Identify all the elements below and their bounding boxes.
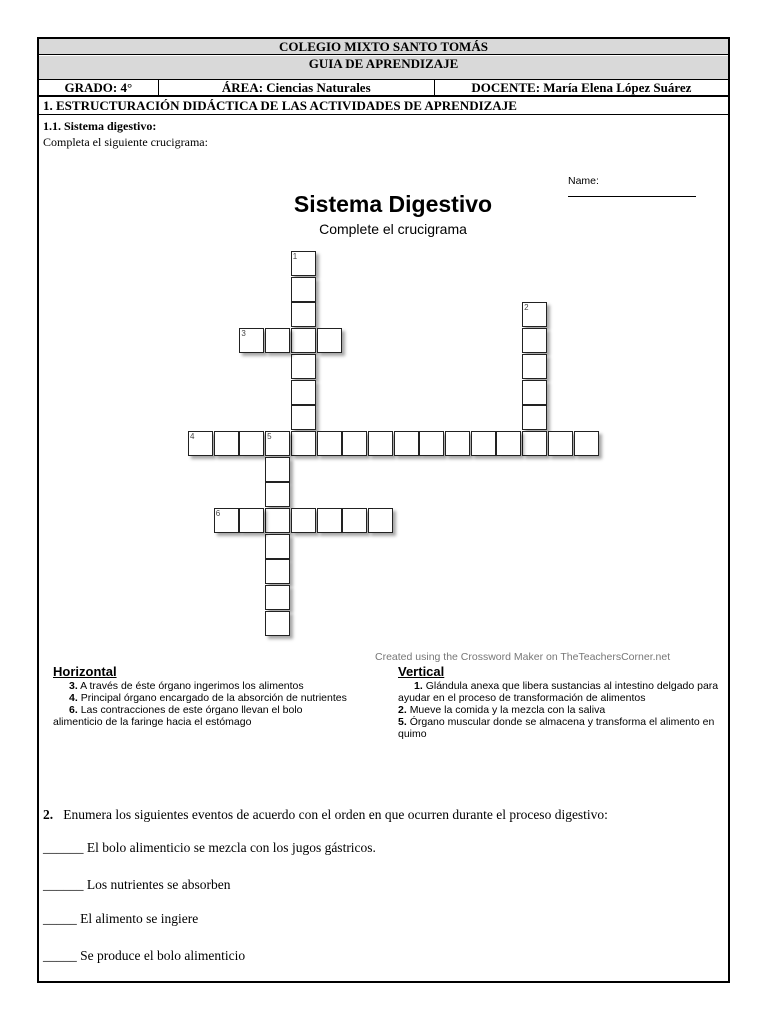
crossword-cell[interactable] [239,328,264,353]
worksheet-page [37,37,730,983]
clue-text: Glándula anexa que libera sustancias al intestino delgado para ayudar en el proceso de transformación de alimentos [398,680,719,704]
clue-v1 [398,680,728,704]
crossword-cell[interactable] [265,431,290,456]
crossword-cell[interactable] [291,405,316,430]
crossword-cell[interactable] [317,508,342,533]
crossword-cell[interactable] [342,431,367,456]
clue-h6 [53,704,353,728]
crossword-cell[interactable] [522,380,547,405]
crossword-cell[interactable] [291,302,316,327]
guide-title-text: GUIA DE APRENDIZAJE [308,56,459,71]
crossword-cell[interactable] [265,457,290,482]
crossword-cell[interactable] [265,482,290,507]
cell-number: 5 [267,431,272,441]
crossword-cell[interactable] [342,508,367,533]
crossword-cell[interactable] [445,431,470,456]
crossword-cell[interactable] [291,431,316,456]
name-label: Name: [568,175,599,187]
clue-h3 [53,680,353,692]
cell-number: 6 [215,509,221,518]
crossword-cell[interactable] [188,431,213,456]
crossword-cell[interactable] [317,431,342,456]
crossword-cell[interactable] [291,251,316,276]
crossword-cell[interactable] [471,431,496,456]
clue-text: A través de éste órgano ingerimos los alimentos [80,680,304,692]
cell-number: 4 [190,431,195,441]
activity1-instruction: Completa el siguiente crucigrama: [43,135,208,149]
clue-text: Principal órgano encargado de la absorción de nutrientes [80,692,347,704]
clue-text: Órgano muscular donde se almacena y transforma el alimento en quimo [398,716,715,740]
crossword-cell[interactable] [368,431,393,456]
clue-text: Las contracciones de este órgano llevan el bolo alimenticio de la faringe hacia el estómago [53,704,303,728]
grade-label: GRADO: 4° [39,80,159,95]
crossword-cell[interactable] [265,585,290,610]
section-heading: 1. ESTRUCTURACIÓN DIDÁCTICA DE LAS ACTIVIDADES DE APRENDIZAJE [39,97,728,115]
clue-text: Mueve la comida y la mezcla con la saliva [409,704,606,716]
crossword-cell[interactable] [291,354,316,379]
crossword-cell[interactable] [265,534,290,559]
crossword-cell[interactable] [291,380,316,405]
cell-number: 2 [524,303,529,313]
crossword-cell[interactable] [239,508,264,533]
sequence-item: _____ El alimento se ingiere [43,911,199,926]
crossword-cell[interactable] [522,405,547,430]
clue-v2 [398,704,728,716]
teacher-label: DOCENTE: María Elena López Suárez [471,80,692,95]
crossword-cell[interactable] [239,431,264,456]
crossword-cell[interactable] [265,328,290,353]
guide-title [39,56,728,80]
crossword-cell[interactable] [265,508,290,533]
sequence-item: _____ Se produce el bolo alimenticio [43,948,246,963]
horizontal-heading: Horizontal [53,664,117,679]
crossword-cell[interactable] [291,508,316,533]
crossword-cell[interactable] [368,508,393,533]
crossword-cell[interactable] [291,328,316,353]
crossword-subtitle: Complete el crucigrama [319,221,467,237]
crossword-cell[interactable] [394,431,419,456]
vertical-clues [398,666,728,740]
crossword-cell[interactable] [574,431,599,456]
crossword-cell[interactable] [317,328,342,353]
clue-number: 2. [398,704,407,716]
crossword-cell[interactable] [522,431,547,456]
area-label: ÁREA: Ciencias Naturales [159,80,435,95]
cell-number: 3 [241,329,246,339]
crossword-cell[interactable] [548,431,573,456]
crossword-grid [188,251,608,651]
vertical-heading: Vertical [398,664,445,679]
cell-number: 1 [292,252,298,261]
crossword-cell[interactable] [265,611,290,636]
crossword-cell[interactable] [522,354,547,379]
crossword-cell[interactable] [496,431,521,456]
activity1-subtitle: 1.1. Sistema digestivo: [43,119,157,133]
crossword-cell[interactable] [291,277,316,302]
crossword-cell[interactable] [522,328,547,353]
clue-number: 4. [69,692,78,704]
grade-row [39,80,728,97]
clue-v5 [398,716,728,740]
school-name: COLEGIO MIXTO SANTO TOMÁS [39,39,728,55]
crossword-cell[interactable] [214,431,239,456]
crossword-cell[interactable] [265,559,290,584]
clue-number: 1. [414,680,423,692]
crossword-cell[interactable] [522,302,547,327]
clue-h4 [53,692,353,704]
crossword-cell[interactable] [419,431,444,456]
crossword-credit: Created using the Crossword Maker on TheTeachersCorner.net [375,651,671,663]
crossword-cell[interactable] [214,508,239,533]
clue-number: 6. [69,704,78,716]
activity2-text: Enumera los siguientes eventos de acuerdo con el orden en que ocurren durante el proceso digestivo: [63,807,608,822]
horizontal-clues [53,666,353,728]
crossword-title: Sistema Digestivo [293,191,493,217]
clue-number: 5. [398,716,407,728]
activity2-number: 2. [43,807,54,822]
clue-number: 3. [69,680,78,692]
sequence-item: ______ Los nutrientes se absorben [43,877,231,892]
sequence-item: ______ El bolo alimenticio se mezcla con los jugos gástricos. [43,840,376,855]
activity2-instruction [43,807,723,823]
